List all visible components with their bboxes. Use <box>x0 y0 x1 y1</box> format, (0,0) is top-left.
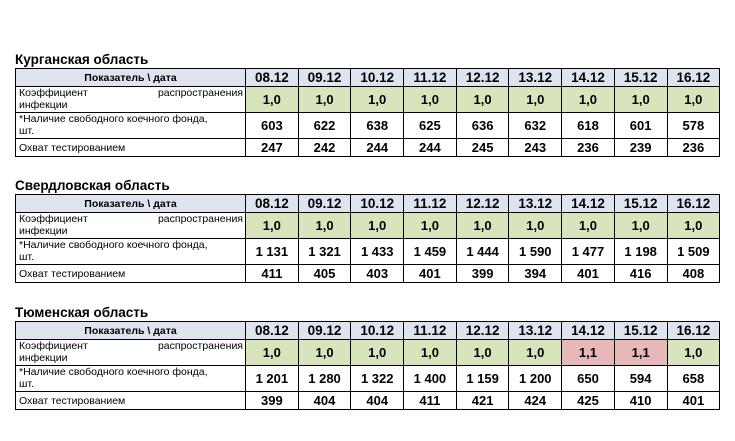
coef-value-cell: 1,1 <box>562 340 615 366</box>
testing-row <box>16 265 720 283</box>
coef-value-cell: 1,0 <box>562 87 615 113</box>
date-header-cell: 09.12 <box>298 195 351 213</box>
coef-value-cell: 1,0 <box>509 87 562 113</box>
coef-value-cell: 1,0 <box>456 213 509 239</box>
testing-value-cell: 399 <box>246 392 299 410</box>
coef-value-cell: 1,0 <box>509 213 562 239</box>
coef-value-cell: 1,0 <box>667 340 720 366</box>
date-header-cell: 09.12 <box>298 322 351 340</box>
beds-value-cell: 1 159 <box>456 366 509 392</box>
coef-row <box>16 340 720 366</box>
date-header-cell: 11.12 <box>404 322 457 340</box>
beds-row <box>16 113 720 139</box>
beds-label-part: *Наличие свободного коечного фонда, <box>19 113 208 125</box>
coef-value-cell: 1,0 <box>351 87 404 113</box>
coef-value-cell: 1,0 <box>246 340 299 366</box>
beds-value-cell: 638 <box>351 113 404 139</box>
beds-value-cell: 1 131 <box>246 239 299 265</box>
coef-label-part: распространения <box>157 213 243 225</box>
testing-value-cell: 394 <box>509 265 562 283</box>
testing-value-cell: 425 <box>562 392 615 410</box>
coef-value-cell: 1,0 <box>562 213 615 239</box>
beds-value-cell: 1 198 <box>614 239 667 265</box>
coef-value-cell: 1,0 <box>298 87 351 113</box>
testing-value-cell: 408 <box>667 265 720 283</box>
beds-value-cell: 1 459 <box>404 239 457 265</box>
region-section <box>15 52 720 157</box>
coef-row <box>16 213 720 239</box>
date-header-cell: 13.12 <box>509 69 562 87</box>
beds-value-cell: 1 200 <box>509 366 562 392</box>
beds-value-cell: 1 280 <box>298 366 351 392</box>
beds-value-cell: 625 <box>404 113 457 139</box>
region-table <box>15 194 720 283</box>
coef-value-cell: 1,0 <box>246 213 299 239</box>
testing-value-cell: 424 <box>509 392 562 410</box>
testing-value-cell: 242 <box>298 139 351 157</box>
beds-label-cell <box>16 239 246 265</box>
coef-value-cell: 1,1 <box>614 340 667 366</box>
date-header-cell: 08.12 <box>246 322 299 340</box>
region-title: Тюменская область <box>15 305 149 320</box>
date-header-cell: 16.12 <box>667 69 720 87</box>
coef-value-cell: 1,0 <box>614 87 667 113</box>
date-header-cell: 13.12 <box>509 322 562 340</box>
beds-value-cell: 1 590 <box>509 239 562 265</box>
beds-value-cell: 603 <box>246 113 299 139</box>
region-table <box>15 68 720 157</box>
testing-value-cell: 236 <box>562 139 615 157</box>
date-header-cell: 14.12 <box>562 195 615 213</box>
testing-value-cell: 399 <box>456 265 509 283</box>
date-header-cell: 16.12 <box>667 195 720 213</box>
beds-value-cell: 578 <box>667 113 720 139</box>
date-header-cell: 12.12 <box>456 69 509 87</box>
beds-value-cell: 1 433 <box>351 239 404 265</box>
beds-value-cell: 594 <box>614 366 667 392</box>
date-header-cell: 15.12 <box>614 195 667 213</box>
beds-value-cell: 1 477 <box>562 239 615 265</box>
date-header-cell: 12.12 <box>456 195 509 213</box>
beds-value-cell: 1 509 <box>667 239 720 265</box>
beds-label-part: шт. <box>19 251 34 263</box>
beds-label-part: шт. <box>19 125 34 137</box>
testing-value-cell: 244 <box>404 139 457 157</box>
coef-value-cell: 1,0 <box>667 213 720 239</box>
region-table <box>15 321 720 410</box>
testing-value-cell: 416 <box>614 265 667 283</box>
testing-value-cell: 244 <box>351 139 404 157</box>
date-header-cell: 12.12 <box>456 322 509 340</box>
header-row <box>16 195 720 213</box>
coef-label-part: инфекции <box>19 352 68 364</box>
beds-label-part: шт. <box>19 378 34 390</box>
testing-row <box>16 392 720 410</box>
header-row <box>16 69 720 87</box>
date-header-cell: 10.12 <box>351 322 404 340</box>
testing-value-cell: 405 <box>298 265 351 283</box>
coef-value-cell: 1,0 <box>298 213 351 239</box>
coef-label-part: распространения <box>157 340 243 352</box>
beds-value-cell: 636 <box>456 113 509 139</box>
coef-value-cell: 1,0 <box>404 213 457 239</box>
coef-label-part: распространения <box>157 87 243 99</box>
beds-value-cell: 1 321 <box>298 239 351 265</box>
header-label-cell: Показатель \ дата <box>16 322 246 340</box>
beds-label-part: *Наличие свободного коечного фонда, <box>19 239 208 251</box>
coef-label-part: Коэффициент <box>19 340 88 352</box>
beds-value-cell: 601 <box>614 113 667 139</box>
beds-value-cell: 1 201 <box>246 366 299 392</box>
region-section <box>15 178 720 283</box>
testing-label-cell: Охват тестированием <box>16 265 246 283</box>
testing-value-cell: 411 <box>246 265 299 283</box>
testing-value-cell: 411 <box>404 392 457 410</box>
date-header-cell: 09.12 <box>298 69 351 87</box>
region-title: Свердловская область <box>15 178 170 193</box>
coef-value-cell: 1,0 <box>614 213 667 239</box>
beds-label-cell <box>16 366 246 392</box>
beds-label-cell <box>16 113 246 139</box>
coef-value-cell: 1,0 <box>456 340 509 366</box>
testing-value-cell: 243 <box>509 139 562 157</box>
testing-value-cell: 421 <box>456 392 509 410</box>
coef-value-cell: 1,0 <box>456 87 509 113</box>
testing-value-cell: 236 <box>667 139 720 157</box>
date-header-cell: 10.12 <box>351 195 404 213</box>
coef-value-cell: 1,0 <box>667 87 720 113</box>
testing-value-cell: 401 <box>404 265 457 283</box>
date-header-cell: 15.12 <box>614 69 667 87</box>
beds-value-cell: 618 <box>562 113 615 139</box>
coef-label-cell <box>16 213 246 239</box>
testing-value-cell: 410 <box>614 392 667 410</box>
coef-value-cell: 1,0 <box>351 340 404 366</box>
date-header-cell: 13.12 <box>509 195 562 213</box>
header-label-cell: Показатель \ дата <box>16 195 246 213</box>
testing-label-cell: Охват тестированием <box>16 392 246 410</box>
coef-label-part: инфекции <box>19 99 68 111</box>
coef-label-part: Коэффициент <box>19 87 88 99</box>
coef-label-part: Коэффициент <box>19 213 88 225</box>
beds-label-part: *Наличие свободного коечного фонда, <box>19 366 208 378</box>
coef-row <box>16 87 720 113</box>
testing-value-cell: 247 <box>246 139 299 157</box>
beds-value-cell: 632 <box>509 113 562 139</box>
beds-value-cell: 1 322 <box>351 366 404 392</box>
coef-value-cell: 1,0 <box>404 340 457 366</box>
header-label-cell: Показатель \ дата <box>16 69 246 87</box>
region-section <box>15 305 720 410</box>
date-header-cell: 15.12 <box>614 322 667 340</box>
header-row <box>16 322 720 340</box>
testing-value-cell: 404 <box>298 392 351 410</box>
date-header-cell: 10.12 <box>351 69 404 87</box>
region-title: Курганская область <box>15 52 149 67</box>
beds-value-cell: 1 400 <box>404 366 457 392</box>
beds-row <box>16 366 720 392</box>
coef-label-part: инфекции <box>19 225 68 237</box>
beds-value-cell: 658 <box>667 366 720 392</box>
date-header-cell: 14.12 <box>562 69 615 87</box>
coef-label-cell <box>16 340 246 366</box>
coef-value-cell: 1,0 <box>404 87 457 113</box>
testing-row <box>16 139 720 157</box>
testing-value-cell: 239 <box>614 139 667 157</box>
testing-value-cell: 245 <box>456 139 509 157</box>
testing-label-cell: Охват тестированием <box>16 139 246 157</box>
coef-label-cell <box>16 87 246 113</box>
date-header-cell: 11.12 <box>404 69 457 87</box>
beds-value-cell: 1 444 <box>456 239 509 265</box>
testing-value-cell: 404 <box>351 392 404 410</box>
testing-value-cell: 401 <box>562 265 615 283</box>
date-header-cell: 14.12 <box>562 322 615 340</box>
testing-value-cell: 401 <box>667 392 720 410</box>
testing-value-cell: 403 <box>351 265 404 283</box>
coef-value-cell: 1,0 <box>298 340 351 366</box>
date-header-cell: 08.12 <box>246 69 299 87</box>
coef-value-cell: 1,0 <box>509 340 562 366</box>
date-header-cell: 16.12 <box>667 322 720 340</box>
date-header-cell: 11.12 <box>404 195 457 213</box>
beds-value-cell: 622 <box>298 113 351 139</box>
beds-value-cell: 650 <box>562 366 615 392</box>
date-header-cell: 08.12 <box>246 195 299 213</box>
coef-value-cell: 1,0 <box>351 213 404 239</box>
coef-value-cell: 1,0 <box>246 87 299 113</box>
beds-row <box>16 239 720 265</box>
